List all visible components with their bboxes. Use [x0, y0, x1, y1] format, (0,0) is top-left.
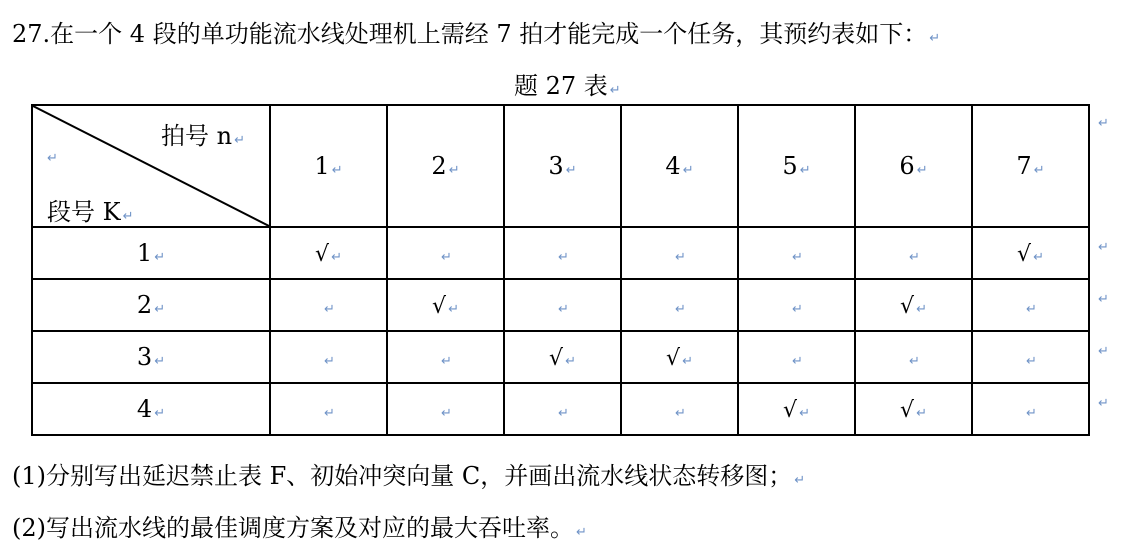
column-number: 4	[665, 152, 681, 180]
reservation-cell	[504, 383, 621, 435]
paragraph-mark-icon: ↵	[792, 250, 803, 265]
paragraph-mark-icon: ↵	[324, 302, 335, 317]
reservation-cell	[621, 227, 738, 279]
paragraph-mark-icon: ↵	[441, 250, 452, 265]
check-mark: √	[1017, 242, 1032, 267]
column-header	[504, 105, 621, 227]
paragraph-mark-icon: ↵	[558, 250, 569, 265]
reservation-cell	[972, 383, 1089, 435]
paragraph-mark-icon: ↵	[448, 163, 460, 178]
row-end-mark-icon: ↵	[1098, 396, 1109, 411]
reservation-cell	[387, 227, 504, 279]
header-beat-text: 拍号 n	[161, 122, 233, 150]
paragraph-mark-icon: ↵	[154, 406, 166, 421]
paragraph-mark-icon: ↵	[909, 250, 920, 265]
header-stage-text: 段号 K	[47, 198, 121, 226]
paragraph-mark-icon: ↵	[929, 31, 941, 46]
paragraph-mark-icon: ↵	[675, 250, 686, 265]
stage-number: 3	[136, 343, 153, 371]
column-header	[972, 105, 1089, 227]
check-mark: √	[666, 346, 681, 371]
reservation-cell	[972, 279, 1089, 331]
paragraph-mark-icon: ↵	[565, 354, 576, 369]
paragraph-mark-icon: ↵	[565, 163, 577, 178]
stage-number: 1	[136, 239, 153, 267]
reservation-cell	[270, 331, 387, 383]
paragraph-mark-icon: ↵	[448, 302, 459, 317]
row-header	[32, 227, 270, 279]
check-mark: √	[900, 398, 915, 423]
table-row	[32, 331, 1089, 383]
reservation-cell	[270, 279, 387, 331]
row-end-mark-icon: ↵	[1098, 116, 1109, 131]
reservation-cell	[738, 331, 855, 383]
row-end-mark-icon: ↵	[1098, 344, 1109, 359]
reservation-cell	[270, 227, 387, 279]
paragraph-mark-icon: ↵	[558, 406, 569, 421]
paragraph-mark-icon: ↵	[1026, 406, 1037, 421]
paragraph-mark-icon: ↵	[324, 406, 335, 421]
sub-question-2: (2)写出流水线的最佳调度方案及对应的最大吞吐率。 ↵	[12, 514, 587, 542]
paragraph-mark-icon: ↵	[154, 302, 166, 317]
paragraph-mark-icon: ↵	[558, 302, 569, 317]
paragraph-mark-icon: ↵	[799, 406, 810, 421]
paragraph-mark-icon: ↵	[909, 354, 920, 369]
paragraph-mark-icon: ↵	[682, 163, 694, 178]
row-header	[32, 383, 270, 435]
column-header	[270, 105, 387, 227]
reservation-cell	[621, 279, 738, 331]
check-mark: √	[432, 294, 447, 319]
header-beat-label	[161, 116, 245, 151]
paragraph-mark-icon: ↵	[916, 163, 928, 178]
check-mark: √	[549, 346, 564, 371]
header-stage-label	[47, 192, 133, 227]
row-header	[32, 279, 270, 331]
column-number: 2	[431, 152, 447, 180]
stage-number: 4	[136, 395, 153, 423]
paragraph-mark-icon: ↵	[1033, 163, 1045, 178]
paragraph-mark-icon: ↵	[324, 354, 335, 369]
paragraph-mark-icon: ↵	[609, 83, 621, 98]
reservation-cell	[504, 227, 621, 279]
reservation-cell	[855, 331, 972, 383]
paragraph-mark-icon: ↵	[1026, 354, 1037, 369]
reservation-cell	[855, 383, 972, 435]
reservation-cell	[855, 279, 972, 331]
reservation-cell	[855, 227, 972, 279]
paragraph-mark-icon: ↵	[154, 354, 166, 369]
reservation-cell	[504, 279, 621, 331]
column-number: 1	[314, 152, 330, 180]
paragraph-mark-icon: ↵	[234, 133, 245, 148]
sub-question-1: (1)分别写出延迟禁止表 F、初始冲突向量 C，并画出流水线状态转移图； ↵	[12, 462, 806, 490]
paragraph-mark-icon: ↵	[794, 473, 806, 488]
question-text: 27.在一个 4 段的单功能流水线处理机上需经 7 拍才能完成一个任务，其预约表如下： ↵	[12, 20, 941, 48]
reservation-cell	[738, 383, 855, 435]
reservation-cell	[738, 227, 855, 279]
paragraph-mark-icon: ↵	[331, 250, 342, 265]
column-number: 6	[899, 152, 915, 180]
diagonal-header-cell	[32, 105, 270, 227]
paragraph-mark-icon: ↵	[675, 302, 686, 317]
paragraph-mark-icon: ↵	[331, 163, 343, 178]
paragraph-mark-icon: ↵	[792, 302, 803, 317]
column-header	[621, 105, 738, 227]
table-row	[32, 383, 1089, 435]
paragraph-mark-icon: ↵	[792, 354, 803, 369]
paragraph-mark-icon: ↵	[675, 406, 686, 421]
column-header	[855, 105, 972, 227]
paragraph-mark-icon: ↵	[47, 151, 58, 166]
paragraph-mark-icon: ↵	[916, 406, 927, 421]
check-mark: √	[783, 398, 798, 423]
paragraph-mark-icon: ↵	[1026, 302, 1037, 317]
reservation-cell	[972, 227, 1089, 279]
reservation-cell	[972, 331, 1089, 383]
column-number: 5	[782, 152, 798, 180]
column-header	[738, 105, 855, 227]
paragraph-mark-icon: ↵	[682, 354, 693, 369]
paragraph-mark-icon: ↵	[799, 163, 811, 178]
check-mark: √	[315, 242, 330, 267]
paragraph-mark-icon: ↵	[916, 302, 927, 317]
reservation-cell	[270, 383, 387, 435]
reservation-cell	[738, 279, 855, 331]
row-end-mark-icon: ↵	[1098, 240, 1109, 255]
paragraph-mark-icon: ↵	[1033, 250, 1044, 265]
row-header	[32, 331, 270, 383]
row-end-mark-icon: ↵	[1098, 292, 1109, 307]
column-number: 3	[548, 152, 564, 180]
reservation-table	[31, 104, 1090, 436]
reservation-cell	[387, 331, 504, 383]
stage-number: 2	[136, 291, 153, 319]
paragraph-mark-icon: ↵	[441, 406, 452, 421]
column-header	[387, 105, 504, 227]
table-row	[32, 227, 1089, 279]
check-mark: √	[900, 294, 915, 319]
column-number: 7	[1016, 152, 1032, 180]
paragraph-mark-icon: ↵	[154, 250, 166, 265]
reservation-cell	[387, 383, 504, 435]
table-caption: 题 27 表 ↵	[514, 72, 621, 100]
reservation-cell	[621, 331, 738, 383]
paragraph-mark-icon: ↵	[441, 354, 452, 369]
reservation-cell	[504, 331, 621, 383]
paragraph-mark-icon: ↵	[122, 209, 134, 224]
paragraph-mark-icon: ↵	[576, 525, 587, 540]
table-row	[32, 279, 1089, 331]
reservation-cell	[387, 279, 504, 331]
header-row	[32, 105, 1089, 227]
reservation-cell	[621, 383, 738, 435]
